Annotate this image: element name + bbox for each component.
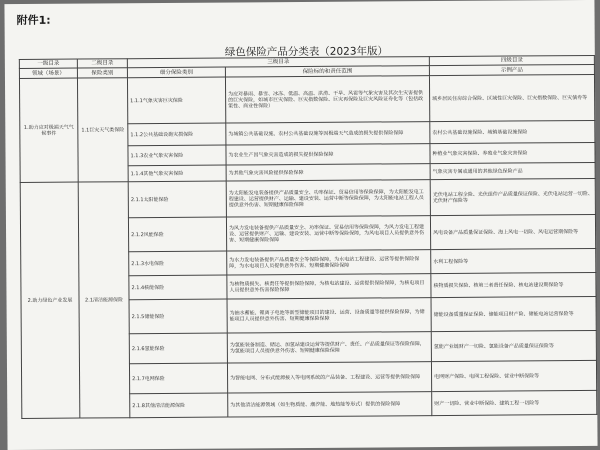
header-l4-sub: 示例产品 [429,64,594,75]
section-2-category: 2.1清洁能源保险 [78,182,130,418]
row-scope: 为其他气象灾害风险提供保险保障 [226,164,430,181]
header-l2-sub: 保险类别 [77,68,127,78]
header-level4: 四级目录 [429,55,594,65]
section-1-category: 1.1巨灾天气类保险 [77,78,128,182]
row-scope: 为氢能装备制造、储运、加氢站建设运营等提供财产、责任、产品质量保证等保险保障，为氢能项目人员提供意外伤害、短期健康保险保障 [227,332,431,363]
row-scope: 为农业生产因气象灾害造成的损失提供保险保障 [226,144,430,165]
header-level1: 一级目录 [19,59,77,68]
row-code: 2.1.3水电保险 [129,251,227,276]
row-code: 2.1.1太阳能保险 [128,181,226,218]
row-scope: 为智能电网、分布式能源接入等电网系统的产品装备、工程建设、运营等提供保险保障 [227,362,431,393]
row-example: 电网财产保险、电网工程保险、营业中断保险等 [431,360,596,391]
row-example: 储能设备质量保证保险、储能项目财产险、储能电站运营保险等 [431,296,596,331]
row-scope: 为抽水蓄能、锂离子电池等新型储能项目的建设、运营、设备质量等提供保险保障，为储能项目人员提供意外伤害、短期健康保险保障 [227,298,431,333]
row-example: 种植业气象灾害保险、养殖业气象灾害保险 [430,142,595,163]
row-example: 核物质损失保险、核第三者责任保险、核电站建设期保险等 [431,272,596,297]
row-code: 1.1.1气象灾害巨灾保险 [127,77,225,124]
row-scope: 为水力发电装备提供产品质量安全等保险保障，为水电站工程建设、运营等提供保险保障，为水电项目人员提供意外伤害、短期健康保险保障 [227,250,431,275]
row-code: 2.1.8其他清洁能源保险 [130,393,228,418]
section-1-label: 1.助力应对极端天气气候事件 [19,78,78,182]
row-example: 光伏电站工程全险、光伏组件产品质量保证保险、光伏电站运营一切险、光伏财产保险等 [430,178,595,215]
row-scope: 为应对暴雨、暴雪、冰冻、低温、高温、洪涝、干旱、风雹等气象灾害及其次生灾害提供的巨灾保险，如城市巨灾保险、巨灾指数保险、巨灾再保险及巨灾风险证券化等（包括政策性、商业性保险） [225,76,429,123]
row-code: 1.1.4其他气象灾害保险 [128,165,226,182]
row-scope: 为城镇公共基础设施、农村公共基础设施等因极端天气造成的损失提供保险保障 [226,122,430,145]
row-code: 2.1.4核能保险 [129,275,227,300]
table-row [19,74,594,124]
document-page [4,0,597,450]
row-example: 氢能产业链财产一切险、氢能设备产品质量保证保险等 [431,330,596,361]
row-example: 财产一切险、营业中断保险、建筑工程一切险等 [432,390,597,415]
row-code: 2.1.5储能保险 [129,299,227,334]
row-code: 1.1.3农业气象灾害保险 [128,145,226,166]
row-scope: 为其他清洁能源领域（如生物质能、潮汐能、地热能等形式）提供的保险保障 [228,392,432,417]
row-example: 气象灾害专属或通用的其他绿色保险产品 [430,162,595,179]
row-scope: 为核物质损失、核责任等提供保险保障，为核电站建设、运营提供保险保障，为核电项目人员提供意外伤害保险保障 [227,274,431,299]
row-example: 风电设备产品质量保证保险、海上风电一切险、风电运营期保险等 [430,214,595,249]
row-example: 农村公共基础设施保险、城镇基础设施保险 [430,120,595,143]
header-l1-sub: 领域（场景） [19,68,77,78]
document-title: 绿色保险产品分类表（2023年版） [224,45,389,59]
classification-table [19,55,598,419]
row-code: 2.1.6氢能保险 [129,333,227,364]
header-level2: 二级目录 [77,59,127,68]
header-l3-sub-a: 细分保险类别 [127,67,225,78]
header-l3-sub-b: 保险标的和责任范围 [225,66,429,77]
row-code: 2.1.2风能保险 [128,217,226,252]
row-example: 城乡居民住房综合保险、区域性巨灾保险、巨灾指数保险、巨灾债券等 [429,74,594,121]
section-2-label: 2.助力绿色产业发展 [20,182,80,418]
row-scope: 为风力发电装备提供产品质量安全、功率保证、贸易信用等保险保障，为风力发电工程建设、运营提供财产、运输、建设安装、运营中断等保险保障，为风电项目人员提供意外伤害、短期健康保险保障 [226,216,430,251]
header-level3: 三级目录 [127,57,429,68]
row-example: 水利工程保险等 [431,248,596,273]
row-scope: 为太阳能发电装备提供产品质量安全、功率保证、贸易信用等保险保障，为太阳能发电工程建设、运营提供财产、运输、建设安装、运营中断等保险保障，为太阳能电站工程人员提供意外伤害、短期健康保险保障 [226,180,430,217]
row-code: 2.1.7电网保险 [129,363,227,394]
table-row [20,178,595,218]
row-code: 1.1.2公共基础设施灾损保险 [128,123,226,146]
annex-label: 附件1: [16,13,51,27]
